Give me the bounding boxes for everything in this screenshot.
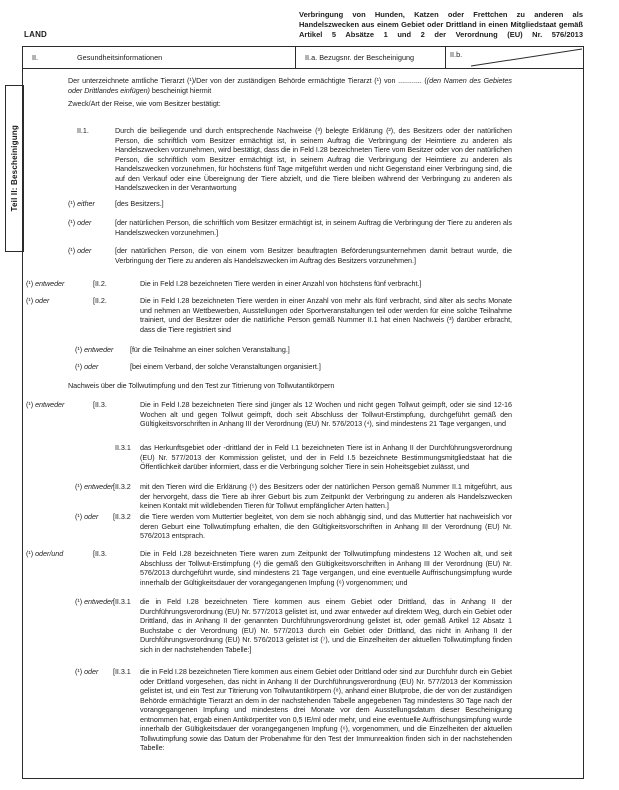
option-marker [75,482,113,492]
option-marker [26,549,63,559]
section-ref: [II.3.1 [113,597,131,606]
option-marker [68,199,95,209]
certificate-title: Verbringung von Hunden, Katzen oder Frettchen zu anderen als Handelszwecken aus einem Gebiet oder Drittland in einen Mitgliedstaat gemäß Artikel 5 Absätze 1 und 2 der Verordnung (EU) Nr. 576/2013 [299,10,583,39]
option-word: oder [77,246,92,255]
item-text: [der natürlichen Person, die von einem vom Besitzer beauftragten Beförderungsunternehmen damit betraut wurde, die Verbringung der Tiere zu anderen als Handelszwecken im Auftrag des Besitzers vorzunehmen.] [115,246,512,265]
footnote-ref: (¹) [75,362,83,371]
option-marker [26,279,64,289]
item-text: mit den Tieren wird die Erklärung (⁵) des Besitzers oder der natürlichen Person gemäß Nummer II.1 mitgeführt, aus der hervorgeht, dass die Tiere ab ihrer Geburt bis zum Zeitpunkt der Verbringung zu anderen als Handelszwecken keinen Kontakt mit wildlebenden Tieren für Tollwut empfänglicher Arten hatten.] [140,482,512,510]
section-ref: [II.3.1 [113,667,131,676]
item-text: Die in Feld I.28 bezeichneten Tiere werden in einer Anzahl von mehr als fünf verbracht, sind älter als sechs Monate und nehmen an Wettbewerben, Ausstellungen oder Sportveranstaltungen teil oder werden für eine solche Teilnahme trainiert, und der Besitzer oder die natürliche Person gemäß Nummer II.1 hat einen Nachweis (³) darüber erbracht, dass die Tiere registriert sind [140,296,512,334]
item-text: Die in Feld I.28 bezeichneten Tiere werden in einer Anzahl von höchstens fünf verbracht.] [140,279,422,288]
section-ref: [II.3.2 [113,512,131,521]
item-text: die Tiere werden vom Muttertier begleitet, von dem sie noch abhängig sind, und das Muttertier hat nachweislich vor deren Geburt eine Tollwutimpfung erhalten, die den Gültigkeitsvorschriften in Anhang III der Verordnung (EU) Nr. 576/2013 entsprach. [140,512,512,540]
intro-italic-insert: (den Namen des Gebietes oder Drittlandes einfügen) [68,76,512,95]
footnote-ref: (¹) [75,667,83,676]
footnote-ref: (¹) [68,246,76,255]
item-text: Die in Feld I.28 bezeichneten Tiere waren zum Zeitpunkt der Tollwutimpfung mindestens 12 Wochen alt, und seit Abschluss der Tollwut-Erstimpfung (⁴) die gemäß den Gültigkeitsvorschriften in Anhang III der Verordnung (EU) Nr. 576/2013 durchgeführt wurde, sind mindestens 21 Tage vergangen, und eine eventuelle Auffrischungsimpfung wurde innerhalb der Gültigkeitsdauer der vorangegangenen Impfung (⁶) vorgenommen; und [140,549,512,587]
evidence-heading-text: Nachweis über die Tollwutimpfung und den Test zur Titrierung von Tollwutantikörpern [68,381,335,390]
intro-text [68,76,512,95]
option-word: entweder [84,597,114,606]
footnote-ref: (¹) [75,345,83,354]
footnote-ref: (¹) [26,279,34,288]
footnote-ref: (¹) [75,512,83,521]
option-word: entweder [35,279,65,288]
item-text: die in Feld I.28 bezeichneten Tiere kommen aus einem Gebiet oder Drittland, das in Anhang II der Durchführungsverordnung (EU) Nr. 577/2013 gelistet ist, und zwar entweder auf direktem Weg, durch ein Gebiet oder Drittland, das in Anhang II der genannten Durchführungsverordnung gelistet ist, oder gemäß Artikel 12 Absatz 1 Buchstabe c der Verordnung (EU) Nr. 577/2013 durch ein Gebiet oder Drittland, das nicht in Anhang II der Durchführungsverordnung (EU) Nr. 576/2013 gelistet ist (⁷), und die Einzelheiten der aktuellen Tollwutimpfung finden sich in der nachstehenden Tabelle:] [140,597,512,654]
reference-number-header: II.a. Bezugsnr. der Bescheinigung [305,53,415,62]
option-word: oder [84,362,99,371]
part-ii-label: Teil II: Bescheinigung [10,125,19,212]
section-ref: II.3.1 [115,443,131,452]
option-word: either [77,199,95,208]
item-text: die in Feld I.28 bezeichneten Tiere kommen aus einem Gebiet oder Drittland oder sind zur Durchfuhr durch ein Gebiet oder Drittland vorgesehen, das nicht in Anhang II der Durchführungsverordnung (EU) Nr. 577/2013 der Kommission gelistet ist, und ein Test zur Titrierung von Tollwutantikörpern (⁸), anhand einer Blutprobe, die der von der zuständigen Behörde ermächtigte Tierarzt an dem in der nachstehenden Tabelle angegebenen Tag mindestens 30 Tage nach der vorangegangenen Impfung und mindestens drei Monate vor dem Ausstellungsdatum dieser Bescheinigung entnommen hat, ergab einen Antikörpertiter von 0,5 IE/ml oder mehr, und eine eventuelle Auffrischungsimpfung wurde innerhalb der Gültigkeitsdauer der vorangegangenen Impfung (⁶), vorgenommen, und die Einzelheiten der aktuellen Tollwutimpfung sowie das Datum der Probenahme für den Test der Immunreaktion finden sich in der nachstehenden Tabelle: [140,667,512,752]
option-marker [75,667,98,677]
section-ref: [II.2. [93,296,107,305]
section-ii-number: II. [32,53,39,62]
footnote-ref: (¹) [75,482,83,491]
option-marker [68,246,91,256]
option-word: entweder [84,345,114,354]
health-information-header: Gesundheitsinformationen [77,53,163,62]
option-word: oder [77,218,92,227]
item-text: [für die Teilnahme an einer solchen Veranstaltung.] [130,345,290,354]
item-text: Durch die beiliegende und durch entsprechende Nachweise (³) belegte Erklärung (²), des Besitzers oder der natürlichen Person, die schriftlich vom Besitzer ermächtigt ist, in seinem Auftrag die Verbringung der Heimtiere zu anderen als Handelszwecken vorzunehmen, wird bestätigt, dass die in Feld I.28 bezeichneten Tiere vom Besitzer oder von der natürlichen Person, die schriftlich vom Besitzer ermächtigt ist, in seinem Auftrag die Verbringung der Heimtiere zu anderen als Handelszwecken vorzunehmen, für höchstens fünf Tage mitgeführt werden und nicht Gegenstand einer Verbringung sind, die auf den Verkauf oder eine Übereignung der Tiere abzielt, und die Tiere bleiben während der Verbringung zu anderen als Handelszwecken in der Verantwortung [115,126,512,192]
option-word: oder [84,512,99,521]
option-marker [26,400,64,410]
option-word: entweder [35,400,65,409]
iib-header: II.b. [450,50,463,59]
section-ref: [II.2. [93,279,107,288]
footnote-ref: (¹) [75,597,83,606]
option-word: oder/und [35,549,64,558]
option-marker [75,597,113,607]
section-ref: [II.3. [93,549,107,558]
section-ref: [II.3.2 [113,482,131,491]
footnote-ref: (¹) [26,400,34,409]
item-text: das Herkunftsgebiet oder -drittland der in Feld I.1 bezeichneten Tiere ist in Anhang II der Durchführungsverordnung (EU) Nr. 577/2013 der Kommission gelistet, und der in Feld I.5 bezeichnete Bestimmungsmitgliedstaat hat die Öffentlichkeit darüber informiert, dass er die Verbringung solcher Tiere in sein Hoheitsgebiet zulässt, und [140,443,512,471]
item-text: Die in Feld I.28 bezeichneten Tiere sind jünger als 12 Wochen und nicht gegen Tollwut geimpft, oder sie sind 12-16 Wochen alt und gegen Tollwut geimpft, doch seit Abschluss der Tollwut-Erstimpfung, durchgeführt gemäß den Gültigkeitsvorschriften in Anhang III der Verordnung (EU) Nr. 576/2013 (⁴), sind mindestens 21 Tage vergangen, und [140,400,512,428]
section-ref: II.1. [77,126,89,135]
intro-pre: Der unterzeichnete amtliche Tierarzt (¹)/Der von der zuständigen Behörde ermächtigte Tierarzt (¹) von ............ ( [68,76,427,85]
intro-post: bescheinigt hiermit [149,85,212,95]
header-column-divider-1 [295,46,296,68]
country-label: LAND [24,30,48,39]
purpose-text: Zweck/Art der Reise, wie vom Besitzer bestätigt: [68,99,221,108]
option-word: entweder [84,482,114,491]
header-row-divider [22,68,583,69]
option-word: oder [35,296,50,305]
item-text: [des Besitzers.] [115,199,164,208]
footnote-ref: (¹) [68,199,76,208]
section-ref: [II.3. [93,400,107,409]
iib-strikethrough-diagonal [445,46,583,68]
footnote-ref: (¹) [68,218,76,227]
option-word: oder [84,667,99,676]
option-marker [75,362,98,372]
option-marker [68,218,91,228]
option-marker [75,512,98,522]
footnote-ref: (¹) [26,549,34,558]
option-marker [75,345,113,355]
item-text: [der natürlichen Person, die schriftlich vom Besitzer ermächtigt ist, in seinem Auftrag die Verbringung der Tiere zu anderen als Handelszwecken vorzunehmen.] [115,218,512,237]
item-text: [bei einem Verband, der solche Veranstaltungen organisiert.] [130,362,321,371]
option-marker [26,296,49,306]
footnote-ref: (¹) [26,296,34,305]
